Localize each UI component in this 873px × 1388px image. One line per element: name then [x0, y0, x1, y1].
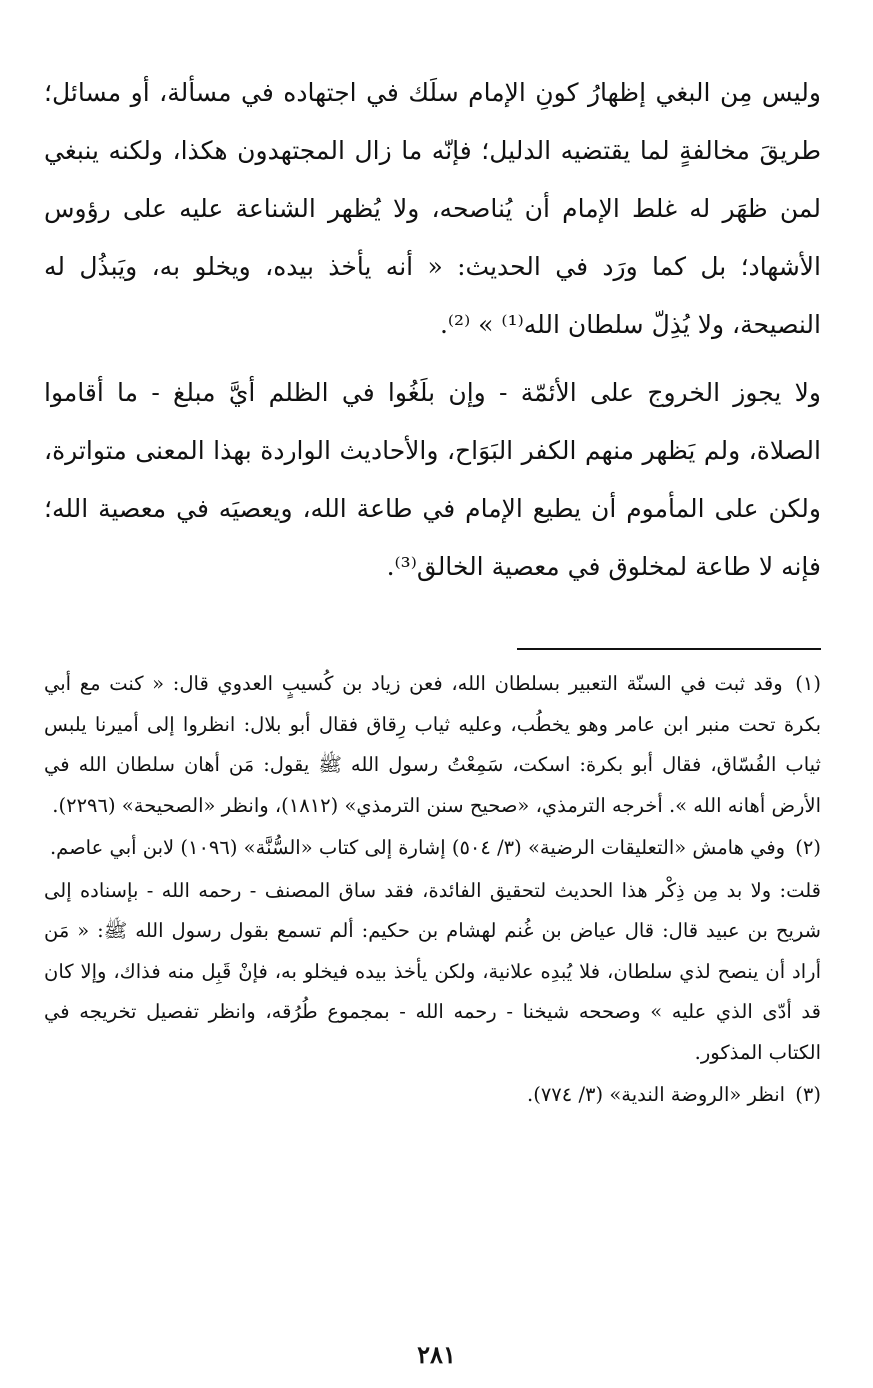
page-number: ٢٨١ — [417, 1340, 456, 1369]
paragraph-1: وليس مِن البغي إظهارُ كونِ الإمام سلَك في اجتهاده في مسألة، أو مسائل؛ طريقَ مخالفةٍ لما يقتضيه الدليل؛ فإنّه ما زال المجتهدون هكذا، ولكنه ينبغي لمن ظهَر له غلط الإمام أن يُناصحه، ولا يُظهر الشناعة عليه على رؤوس الأشهاد؛ بل كما ورَد في الحديث: « أنه يأخذ بيده، ويخلو به، ويَبذُل له النصيحة، ولا يُذِلّ سلطان الله⁽¹⁾ » ⁽²⁾. — [44, 78, 821, 339]
footnotes — [44, 664, 821, 1118]
footnote-2-number: (٢) — [795, 836, 821, 859]
footnote-separator — [517, 648, 821, 650]
main-text — [44, 64, 821, 596]
footnote-1-text: وقد ثبت في السنّة التعبير بسلطان الله، فعن زياد بن كُسيبٍ العدوي قال: « كنت مع أبي بكرة تحت منبر ابن عامر وهو يخطُب، وعليه ثياب رِقاق فقال أبو بلال: انظروا إلى أميرنا يلبس ثياب الفُسّاق، فقال أبو بكرة: اسكت، سَمِعْتُ رسول الله ﷺ يقول: مَن أهان سلطان الله في الأرض أهانه الله ». أخرجه الترمذي، «صحيح سنن الترمذي» (١٨١٢)، وانظر «الصحيحة» (٢٢٩٦). — [44, 672, 821, 817]
footnote-2-text: وفي هامش «التعليقات الرضية» (٣/ ٥٠٤) إشارة إلى كتاب «السُّنَّة» (١٠٩٦) لابن أبي عاصم. — [49, 836, 786, 859]
footnote-3 — [44, 1075, 821, 1116]
footnote-2-note: قلت: ولا بد مِن ذِكْر هذا الحديث لتحقيق الفائدة، فقد ساق المصنف - رحمه الله - بإسناده إلى شريح بن عبيد قال: قال عياض بن غُنم لهشام بن حكيم: ألم تسمع بقول رسول الله ﷺ: « مَن أراد أن ينصح لذي سلطان، فلا يُبدِه علانية، ولكن يأخذ بيده فيخلو به، فإنْ قَبِل منه فذاك، وإلا كان قد أدّى الذي عليه » وصححه شيخنا - رحمه الله - بمجموع طُرُقه، وانظر تفصيل تخريجه في الكتاب المذكور. — [44, 878, 821, 1064]
footnote-1-number: (١) — [795, 672, 821, 695]
footnote-1 — [44, 664, 821, 826]
footnote-3-text: انظر «الروضة الندية» (٣/ ٧٧٤). — [527, 1083, 786, 1106]
footnote-2 — [44, 828, 821, 869]
paragraph-2: ولا يجوز الخروج على الأئمّة - وإن بلَغُوا في الظلم أيَّ مبلغ - ما أقاموا الصلاة، ولم يَظهر منهم الكفر البَوَاح، والأحاديث الواردة بهذا المعنى متواترة، ولكن على المأموم أن يطيع الإمام في طاعة الله، ويعصيَه في معصية الله؛ فإنه لا طاعة لمخلوق في معصية الخالق⁽³⁾. — [44, 378, 821, 581]
footnote-3-number: (٣) — [795, 1083, 821, 1106]
